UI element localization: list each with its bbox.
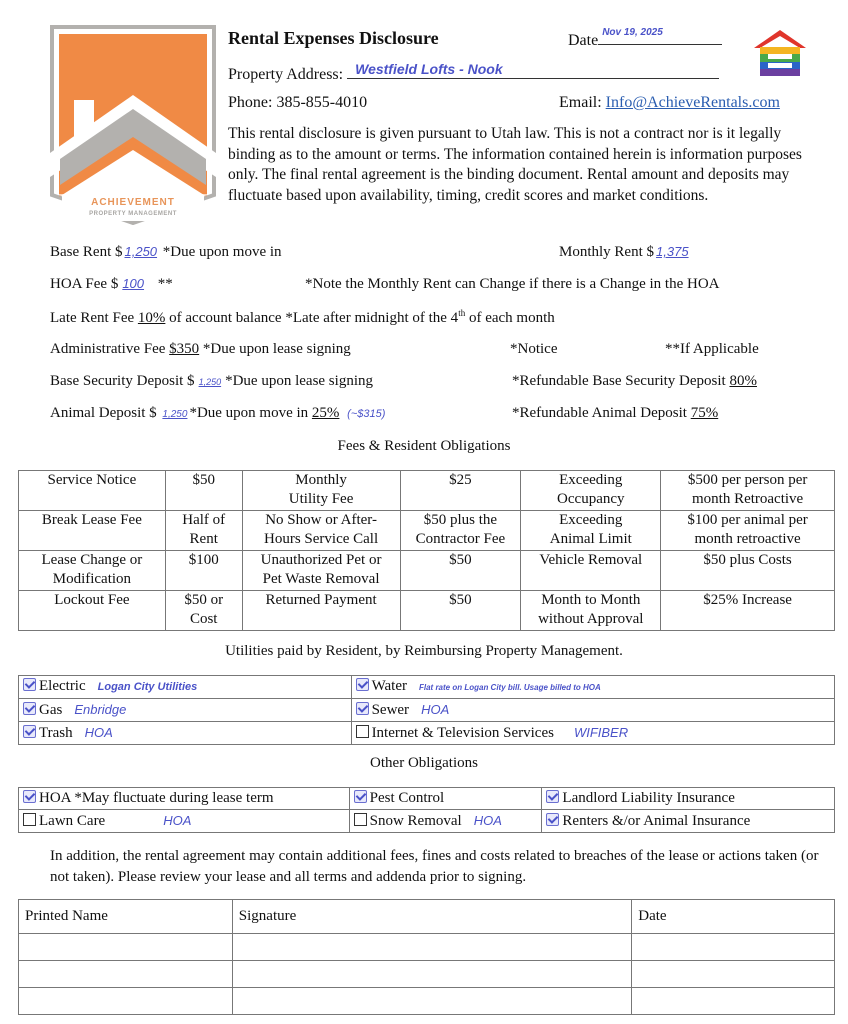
table-row [19,699,835,722]
fee-amount-cell: $25% Increase [661,591,835,631]
checklist-cell [19,788,350,810]
checkbox-checked-icon[interactable] [546,790,559,803]
fee-item-cell: Break Lease Fee [19,511,166,551]
checkbox-unchecked-icon[interactable] [354,813,367,826]
signature-header-row [19,900,835,934]
phone-label: Phone: [228,94,273,111]
logo-brand-subtitle: PROPERTY MANAGEMENT [89,211,177,217]
property-address-field[interactable] [228,62,719,84]
fee-amount-cell: Half of Rent [165,511,242,551]
notice-legend: *Notice [510,341,558,357]
checklist-cell [542,788,835,810]
date-label: Date [568,32,599,49]
fee-amount-cell: $50 [400,591,521,631]
security-deposit-value[interactable]: 1,250 [198,377,222,387]
table-row [19,722,835,745]
checklist-note: HOA [473,813,502,828]
late-fee-value: 10% [137,310,166,326]
fee-item-cell: Exceeding Animal Limit [521,511,661,551]
checklist-label: Trash [39,725,73,741]
address-value: Westfield Lofts - Nook [355,61,503,77]
checklist-note: Enbridge [74,702,127,717]
signature-input[interactable] [232,934,631,961]
checklist-label: Gas [39,702,63,718]
applicable-legend: **If Applicable [665,341,759,357]
fee-item-cell: Lease Change or Modification [19,551,166,591]
checklist-cell [351,722,834,745]
hoa-change-note: *Note the Monthly Rent can Change if there is a Change in the HOA [305,276,720,292]
checkbox-checked-icon[interactable] [23,702,36,715]
printed-name-input[interactable] [19,988,233,1015]
house-roof-logo-icon [50,25,216,225]
checklist-note: WIFIBER [573,725,629,740]
security-deposit-line: Base Security Deposit $ 1,250 *Due upon lease signing [50,373,373,389]
fee-item-cell: Service Notice [19,471,166,511]
intro-paragraph: This rental disclosure is given pursuant to Utah law. This is not a contract nor is it legally binding as to the amount or terms. The information contained herein is information purposes only. The final rental agreement is the binding document. Rental amount and deposits may fluctuate based upon availability, timing, credit scores and market conditions. [228,125,802,204]
checklist-cell [542,810,835,833]
checklist-note: HOA [421,702,450,717]
checkbox-unchecked-icon[interactable] [356,725,369,738]
checklist-note: HOA [163,813,192,828]
checklist-note: Flat rate on Logan City bill. Usage billed to HOA [419,683,601,692]
checklist-cell [19,810,350,833]
signature-header-cell: Signature [232,900,631,934]
checklist-note: HOA [84,725,113,740]
email-label: Email: [559,94,602,111]
animal-deposit-value[interactable]: 1,250 [162,409,188,420]
fee-amount-cell: $50 [400,551,521,591]
signature-row [19,934,835,961]
printed-name-input[interactable] [19,961,233,988]
utilities-table [18,675,835,745]
checkbox-checked-icon[interactable] [354,790,367,803]
logo-brand-name: ACHIEVEMENT [91,197,175,208]
signature-row [19,961,835,988]
fee-amount-cell: $50 [165,471,242,511]
email-link[interactable]: Info@AchieveRentals.com [605,94,780,111]
signature-input[interactable] [232,961,631,988]
checkbox-checked-icon[interactable] [356,702,369,715]
table-row [19,511,835,551]
table-row [19,676,835,699]
other-obligations-heading: Other Obligations [370,755,478,771]
signature-header-cell: Date [632,900,835,934]
checklist-cell [349,810,542,833]
table-row [19,810,835,833]
phone-value: 385-855-4010 [276,94,368,111]
animal-deposit-pct: 25% [311,405,340,421]
fee-amount-cell: $25 [400,471,521,511]
animal-deposit-line: Animal Deposit $ 1,250 *Due upon move in 25% (~$315) [50,405,386,421]
checklist-label: Water [371,678,407,694]
checkbox-checked-icon[interactable] [23,790,36,803]
checklist-label: Sewer [371,702,410,718]
base-rent-value[interactable]: 1,250 [124,244,158,259]
fees-obligations-heading: Fees & Resident Obligations [337,438,511,454]
security-refund-line: *Refundable Base Security Deposit 80% [512,373,757,389]
email-line [559,94,780,112]
other-obligations-table [18,787,835,833]
date-input[interactable] [632,934,835,961]
checklist-label: Landlord Liability Insurance [562,790,735,806]
fee-item-cell: Unauthorized Pet or Pet Waste Removal [242,551,400,591]
checkbox-checked-icon[interactable] [546,813,559,826]
admin-fee-line: Administrative Fee $350 *Due upon lease signing [50,341,351,357]
page-title: Rental Expenses Disclosure [228,28,439,48]
checklist-label: Renters &/or Animal Insurance [562,812,751,829]
fee-amount-cell: $100 per animal per month retroactive [661,511,835,551]
printed-name-input[interactable] [19,934,233,961]
hoa-fee-value[interactable]: 100 [122,276,145,291]
address-label: Property Address: [228,66,344,83]
base-rent-line: Base Rent $ 1,250 *Due upon move in [50,244,282,260]
fee-item-cell: No Show or After- Hours Service Call [242,511,400,551]
fee-item-cell: Returned Payment [242,591,400,631]
checklist-cell [349,788,542,810]
checklist-label: Snow Removal [369,813,462,829]
checkbox-checked-icon[interactable] [23,678,36,691]
late-fee-line: Late Rent Fee 10% of account balance *Late after midnight of the 4th of each month [50,308,555,326]
closing-paragraph: In addition, the rental agreement may contain additional fees, fines and costs related to breaches of the lease or actions taken (or not taken). Please review your lease and all terms and addenda prior to signing. [50,848,819,885]
monthly-rent-line: Monthly Rent $ 1,375 [559,244,689,260]
monthly-rent-value[interactable]: 1,375 [656,244,689,259]
date-input[interactable] [632,988,835,1015]
fee-amount-cell: $500 per person per month Retroactive [661,471,835,511]
checklist-cell [351,699,834,722]
checklist-cell [351,676,834,699]
fee-amount-cell: $100 [165,551,242,591]
utilities-heading: Utilities paid by Resident, by Reimbursing Property Management. [225,643,623,659]
admin-fee-value: $350 [169,341,200,357]
fee-amount-cell: $50 or Cost [165,591,242,631]
table-row [19,551,835,591]
checkbox-checked-icon[interactable] [356,678,369,691]
checkbox-unchecked-icon[interactable] [23,813,36,826]
fee-item-cell: Month to Month without Approval [521,591,661,631]
security-refund-value: 80% [729,373,757,389]
table-row [19,788,835,810]
fee-amount-cell: $50 plus Costs [661,551,835,591]
checklist-label: Electric [39,678,86,694]
fees-obligations-table [18,470,835,631]
fee-item-cell: Vehicle Removal [521,551,661,591]
date-field[interactable] [568,29,722,50]
checklist-cell [19,722,352,745]
checklist-label: HOA *May fluctuate during lease term [39,790,274,806]
checklist-label: Lawn Care [39,813,106,829]
checkbox-checked-icon[interactable] [23,725,36,738]
checklist-note: Logan City Utilities [97,681,198,693]
table-row [19,591,835,631]
equal-housing-rainbow-icon [752,28,808,83]
fee-item-cell: Exceeding Occupancy [521,471,661,511]
signature-input[interactable] [232,988,631,1015]
animal-refund-value: 75% [690,405,719,421]
date-input[interactable] [632,961,835,988]
table-row [19,471,835,511]
animal-deposit-approx: (~$315) [347,408,386,420]
fee-item-cell: Monthly Utility Fee [242,471,400,511]
signature-table [18,899,835,1015]
animal-refund-line: *Refundable Animal Deposit 75% [512,405,719,421]
fee-item-cell: Lockout Fee [19,591,166,631]
achievement-logo [50,25,216,225]
checklist-cell [19,699,352,722]
date-value: Nov 19, 2025 [602,27,663,38]
checklist-label: Pest Control [369,790,445,806]
checklist-cell [19,676,352,699]
checklist-label: Internet & Television Services [371,725,554,741]
phone-line [228,94,367,112]
fee-amount-cell: $50 plus the Contractor Fee [400,511,521,551]
signature-row [19,988,835,1015]
hoa-fee-line: HOA Fee $ 100 ** [50,276,173,292]
signature-header-cell: Printed Name [19,900,233,934]
